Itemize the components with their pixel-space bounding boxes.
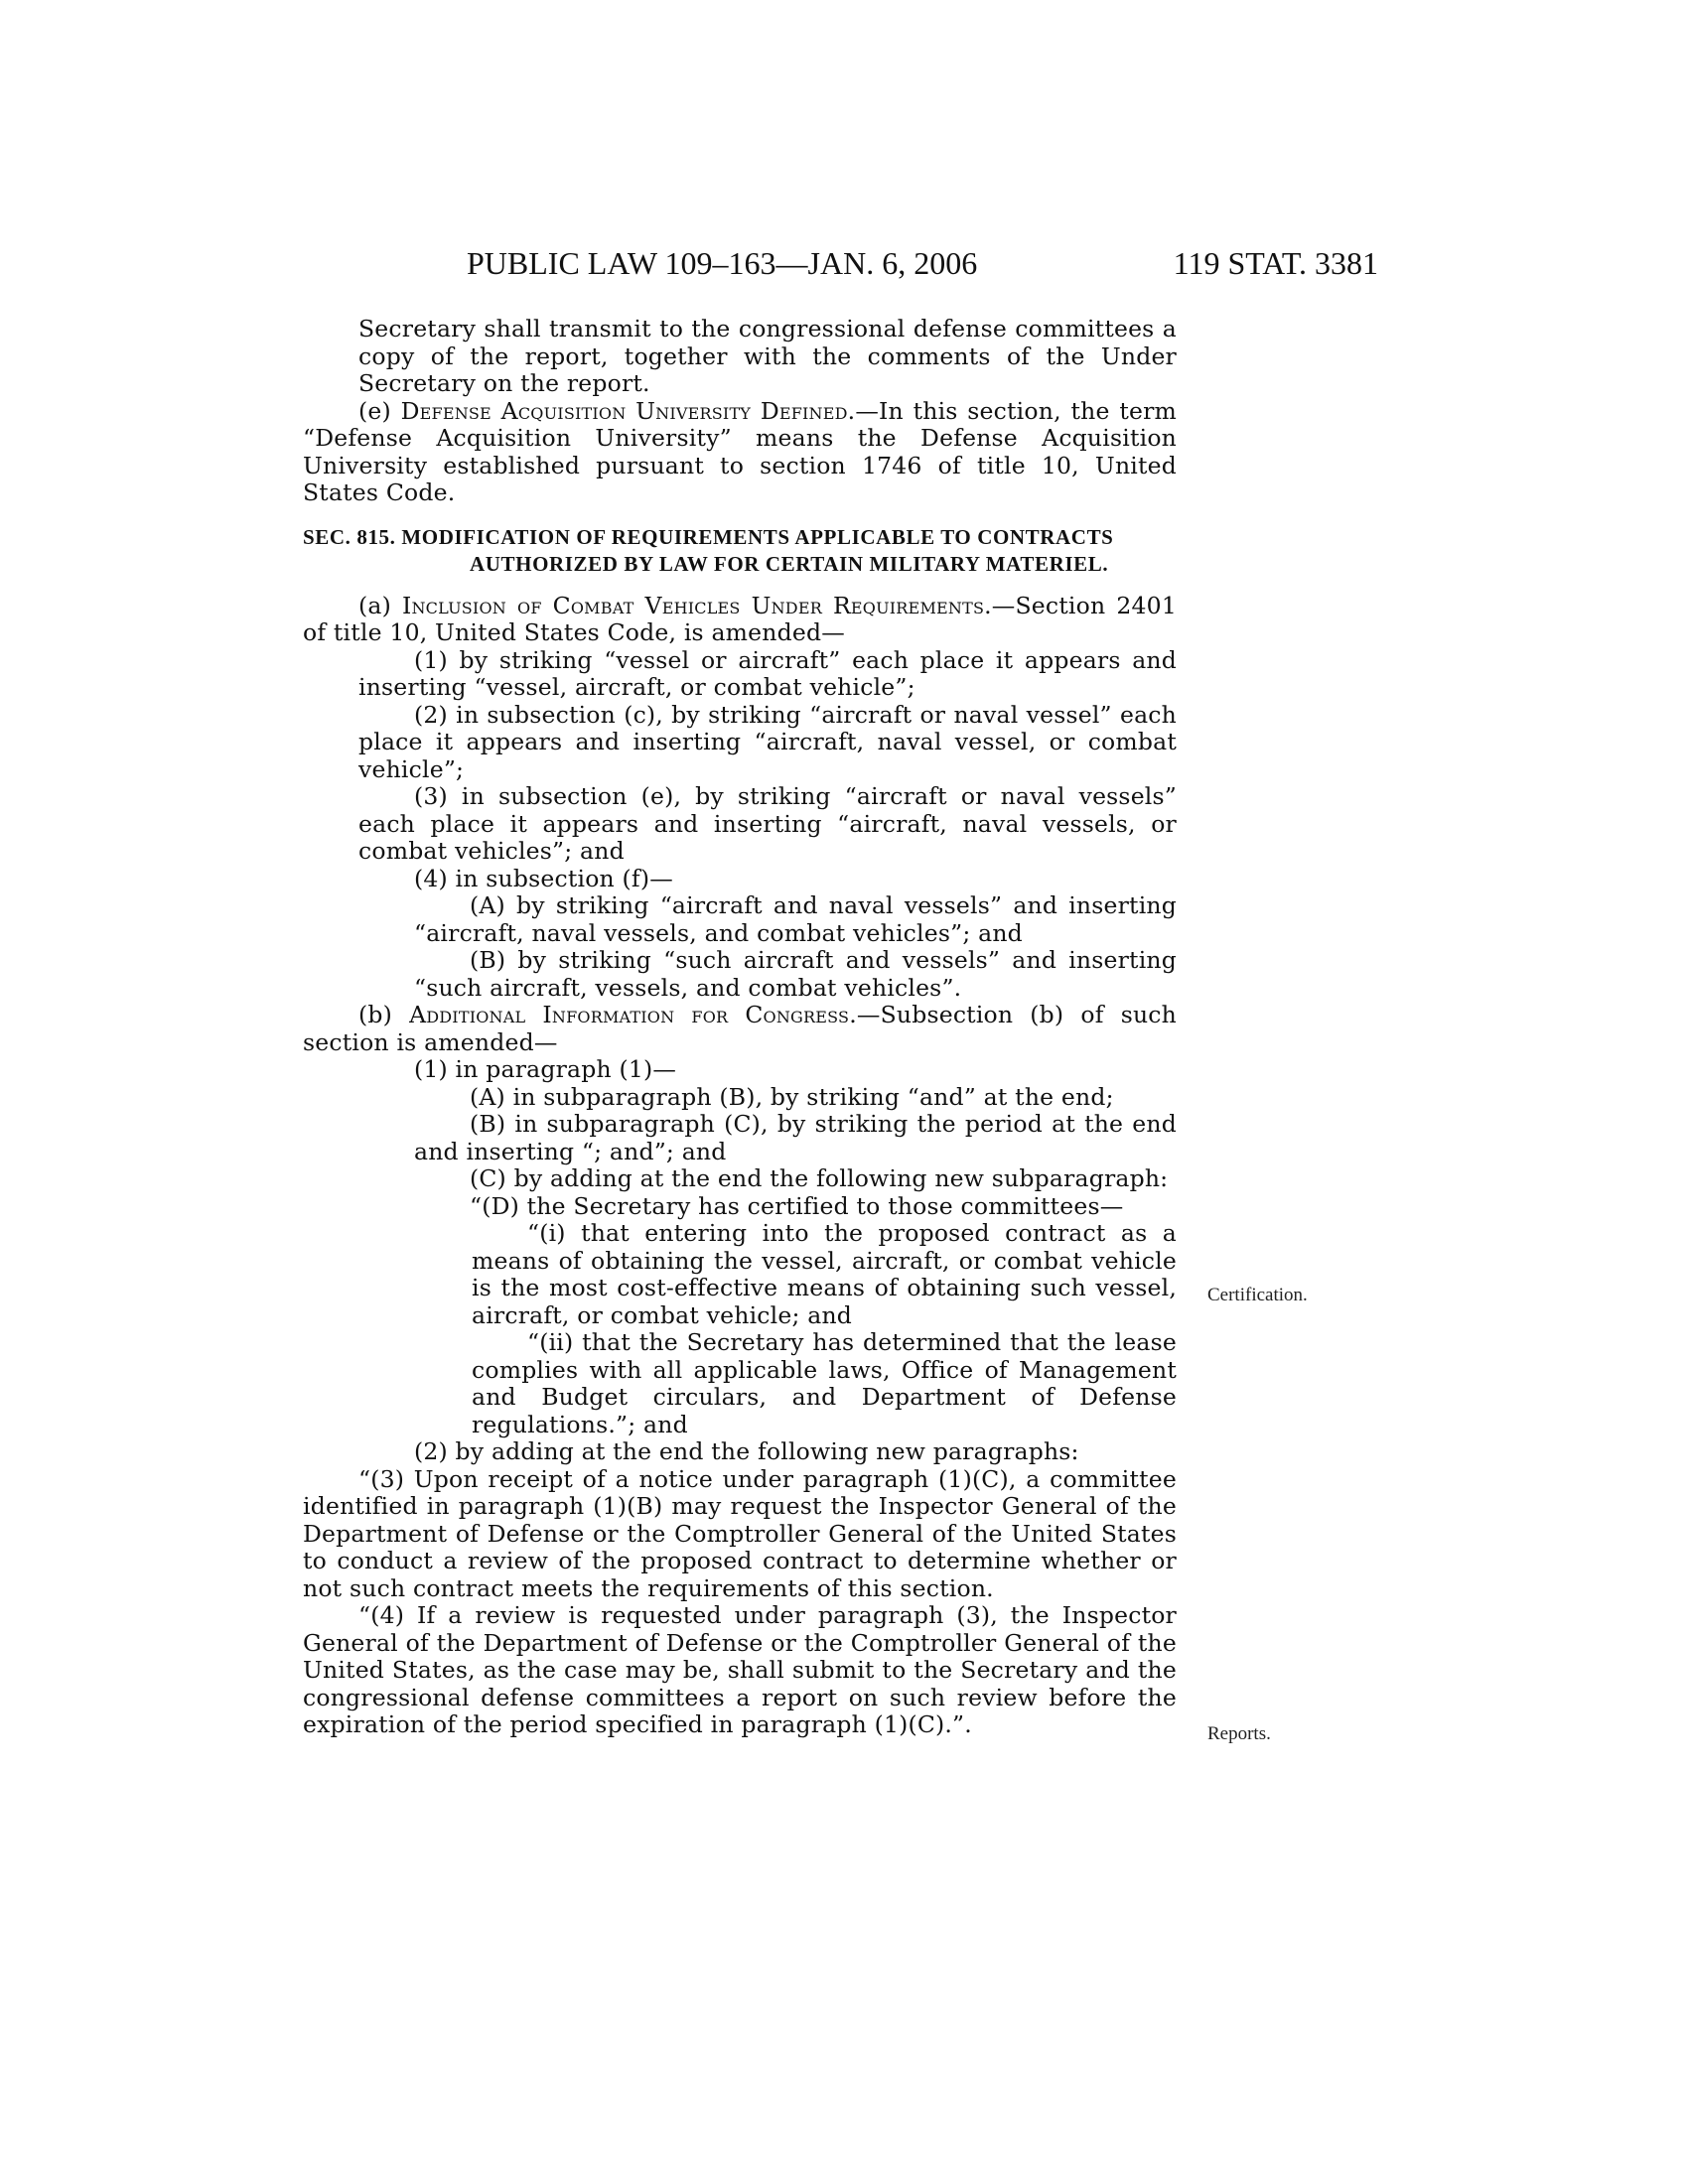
paragraph: “(D) the Secretary has certified to those committees— [470, 1191, 1124, 1220]
paragraph: “(4) If a review is requested under paragraph (3), the Inspector General of the Department of Defense or the Comptroller General of the United States, as the case may be, shall submit to the Secretary and the congressional defense committees a report on such review before the expiration of the period specified in paragraph (1)(C).”. [303, 1601, 1177, 1738]
paragraph: (4) in subsection (f)— [414, 864, 673, 892]
paragraph: (e) Defense Acquisition University Defined.—In this section, the term “Defense Acquisition University” means the Defense Acquisition University established pursuant to section 1746 of title 10, United States Code. [303, 396, 1177, 506]
paragraph: (B) in subparagraph (C), by striking the period at the end and inserting “; and”; and [414, 1110, 1177, 1165]
subsection-heading: Inclusion of Combat Vehicles Under Requirements [402, 591, 985, 619]
paragraph: “(3) Upon receipt of a notice under paragraph (1)(C), a committee identified in paragraph (1)(B) may request the Inspector General of the Department of Defense or the Comptroller General of the United States to conduct a review of the proposed contract to determine whether or not such contract meets the requirements of this section. [303, 1464, 1177, 1602]
paragraph: “(i) that entering into the proposed contract as a means of obtaining the vessel, aircraft, or combat vehicle is the most cost-effective means of obtaining such vessel, aircraft, or combat vehicle; and [472, 1219, 1177, 1329]
paragraph: (C) by adding at the end the following new subparagraph: [470, 1164, 1169, 1192]
subsection-heading: Additional Information for Congress [409, 1001, 850, 1028]
paragraph: (a) Inclusion of Combat Vehicles Under Requirements.—Section 2401 of title 10, United States Code, is amended— [303, 591, 1177, 646]
document-body [303, 316, 1177, 1739]
margin-note-certification: Certification. [1207, 1285, 1308, 1305]
header-title: PUBLIC LAW 109–163—JAN. 6, 2006 [467, 245, 978, 281]
paragraph: (A) by striking “aircraft and naval vessels” and inserting “aircraft, naval vessels, and combat vehicles”; and [414, 891, 1177, 947]
page-stat: 119 STAT. 3381 [1173, 245, 1378, 281]
paragraph: “(ii) that the Secretary has determined that the lease complies with all applicable laws, Office of Management and Budget circulars, and Department of Defense regulations.”; and [472, 1328, 1177, 1438]
paragraph: (B) by striking “such aircraft and vessels” and inserting “such aircraft, vessels, and combat vehicles”. [414, 946, 1177, 1002]
paragraph: (A) in subparagraph (B), by striking “and” at the end; [470, 1082, 1114, 1111]
paragraph: (3) in subsection (e), by striking “aircraft or naval vessels” each place it appears and inserting “aircraft, naval vessels, or combat vehicles”; and [358, 782, 1177, 865]
paragraph: (b) Additional Information for Congress.—Subsection (b) of such section is amended— [303, 1001, 1177, 1056]
paragraph: (2) by adding at the end the following new paragraphs: [414, 1437, 1079, 1465]
subsection-heading: Defense Acquisition University Defined [400, 396, 848, 425]
margin-note-reports: Reports. [1207, 1723, 1271, 1744]
paragraph: (1) in paragraph (1)— [414, 1055, 677, 1083]
section-heading: SEC. 815. MODIFICATION OF REQUIREMENTS APPLICABLE TO CONTRACTS AUTHORIZED BY LAW FOR CERTAIN MILITARY MATERIEL. [303, 524, 1114, 576]
paragraph: Secretary shall transmit to the congressional defense committees a copy of the report, together with the comments of the Under Secretary on the report. [358, 315, 1177, 397]
paragraph: (2) in subsection (c), by striking “aircraft or naval vessel” each place it appears and inserting “aircraft, naval vessel, or combat vehicle”; [358, 700, 1177, 783]
paragraph: (1) by striking “vessel or aircraft” each place it appears and inserting “vessel, aircraft, or combat vehicle”; [358, 645, 1177, 701]
running-header [467, 245, 1378, 291]
